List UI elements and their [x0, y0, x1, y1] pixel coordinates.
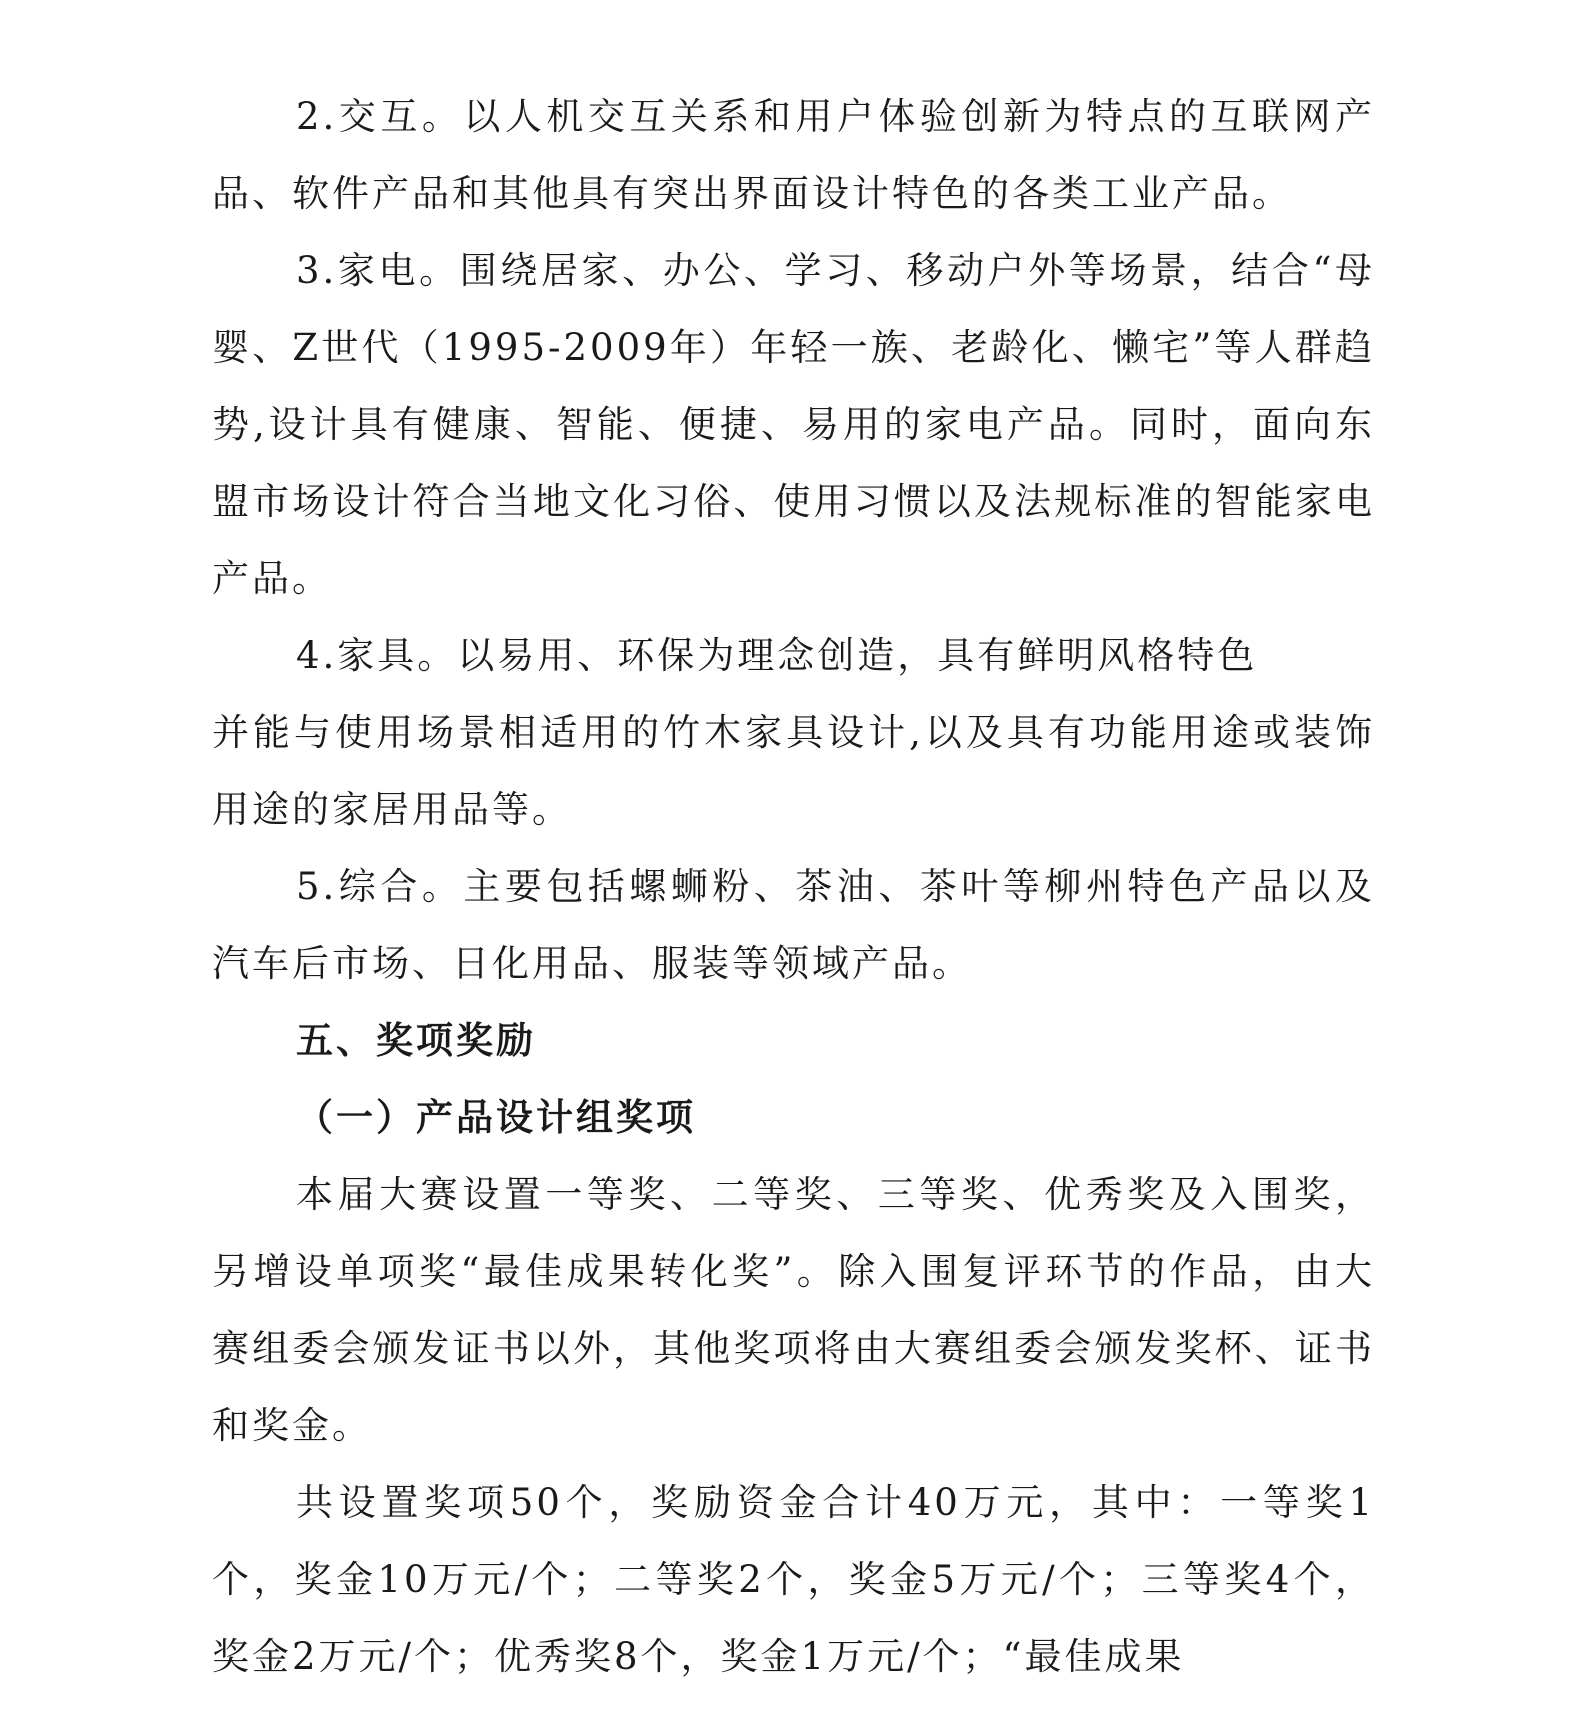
paragraph-furniture-line1: 4.家具。以易用、环保为理念创造，具有鲜明风格特色 — [296, 634, 1258, 677]
paragraph-award-amounts: 共设置奖项50个，奖励资金合计40万元，其中：一等奖1个，奖金10万元/个；二等奖2个，奖金5万元/个；三等奖4个，奖金2万元/个；优秀奖8个，奖金1万元/个；“最佳成果 — [212, 1481, 1375, 1678]
document-page — [212, 78, 1375, 1695]
paragraph-comprehensive: 5.综合。主要包括螺蛳粉、茶油、茶叶等柳州特色产品以及汽车后市场、日化用品、服装等领域产品。 — [212, 865, 1375, 985]
paragraph-appliances: 3.家电。围绕居家、办公、学习、移动户外等场景，结合“母婴、Z世代（1995-2009年）年轻一族、老龄化、懒宅”等人群趋势,设计具有健康、智能、便捷、易用的家电产品。同时，面向东盟市场设计符合当地文化习俗、使用习惯以及法规标准的智能家电产品。 — [212, 249, 1375, 600]
subsection-heading-product-design: （一）产品设计组奖项 — [296, 1095, 696, 1139]
paragraph-award-setup: 本届大赛设置一等奖、二等奖、三等奖、优秀奖及入围奖，另增设单项奖“最佳成果转化奖”。除入围复评环节的作品，由大赛组委会颁发证书以外，其他奖项将由大赛组委会颁发奖杯、证书和奖金。 — [212, 1173, 1375, 1447]
paragraph-interaction: 2.交互。以人机交互关系和用户体验创新为特点的互联网产品、软件产品和其他具有突出界面设计特色的各类工业产品。 — [212, 95, 1375, 215]
paragraph-furniture-line2: 并能与使用场景相适用的竹木家具设计,以及具有功能用途或装饰用途的家居用品等。 — [212, 711, 1375, 831]
section-heading-awards: 五、奖项奖励 — [296, 1019, 536, 1062]
